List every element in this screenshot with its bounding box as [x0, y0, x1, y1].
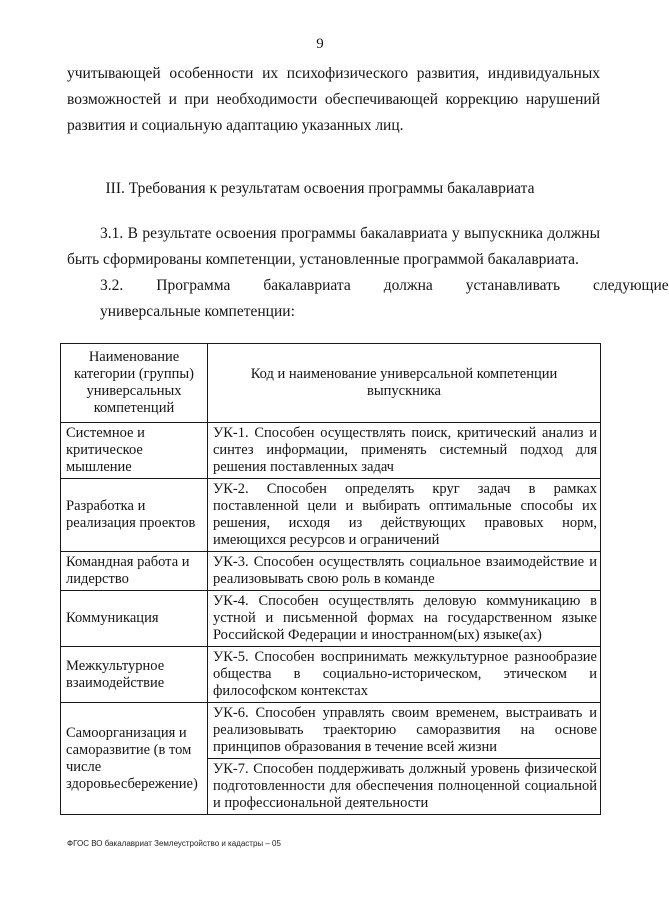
- competence-cell: УК-3. Способен осуществлять социальное взаимодействие и реализовывать свою роль в команде: [207, 552, 600, 591]
- word: следующие: [593, 277, 669, 294]
- table-row: [61, 591, 601, 647]
- table-row: [61, 552, 601, 591]
- header-code: Код и наименование универсальной компетенции выпускника: [207, 344, 600, 423]
- competence-cell: УК-6. Способен управлять своим временем, выстраивать и реализовывать траекторию саморазвития на основе принципов образования в течение всей жизни: [207, 703, 600, 759]
- competence-cell: УК-4. Способен осуществлять деловую коммуникацию в устной и письменной формах на государственном языке Российской Федерации и иностранном(ых) языке(ах): [207, 591, 600, 647]
- competence-cell: УК-5. Способен воспринимать межкультурное разнообразие общества в социально-историческом, этическом и философском контекстах: [207, 647, 600, 703]
- category-cell: Коммуникация: [61, 591, 208, 647]
- table-row: [61, 703, 601, 759]
- paragraph-3-2-line-1: [67, 273, 669, 299]
- word: Программа: [156, 277, 231, 294]
- word: устанавливать: [465, 277, 561, 294]
- table-header-row: [61, 344, 601, 423]
- competence-cell: УК-1. Способен осуществлять поиск, критический анализ и синтез информации, применять системный подход для решения поставленных задач: [207, 423, 600, 479]
- page-number: 9: [316, 36, 324, 52]
- table-row: [61, 423, 601, 479]
- section-heading: III. Требования к результатам освоения программы бакалавриата: [105, 180, 535, 197]
- category-cell: Системное и критическое мышление: [61, 423, 208, 479]
- competence-cell: УК-7. Способен поддерживать должный уровень физической подготовленности для обеспечения полноценной социальной и профессиональной деятельности: [207, 759, 600, 815]
- intro-paragraph: учитывающей особенности их психофизического развития, индивидуальных возможностей и при необходимости обеспечивающей коррекцию нарушений развития и социальную адаптацию указанных лиц.: [67, 65, 600, 134]
- competence-cell: УК-2. Способен определять круг задач в рамках поставленной цели и выбирать оптимальные способы их решения, исходя из действующих правовых норм, имеющихся ресурсов и ограничений: [207, 479, 600, 552]
- word: бакалавриата: [263, 277, 351, 294]
- category-cell: Разработка и реализация проектов: [61, 479, 208, 552]
- paragraph-3-2: [67, 273, 669, 325]
- table-row: [61, 647, 601, 703]
- word: должна: [383, 277, 433, 294]
- paragraph-3-2-line-2: универсальные компетенции:: [100, 303, 295, 320]
- footer-note: ФГОС ВО бакалавриат Землеустройство и кадастры – 05: [67, 839, 281, 848]
- word: 3.2.: [100, 277, 124, 294]
- header-category: Наименование категории (группы) универсальных компетенций: [61, 344, 208, 423]
- paragraph-3-1: 3.1. В результате освоения программы бакалавриата у выпускника должны быть сформированы компетенции, установленные программой бакалавриата.: [67, 225, 600, 268]
- category-cell: Межкультурное взаимодействие: [61, 647, 208, 703]
- category-cell: Самоорганизация и саморазвитие (в том числе здоровьесбережение): [61, 703, 208, 815]
- competence-table: [60, 343, 601, 815]
- table-row: [61, 479, 601, 552]
- category-cell: Командная работа и лидерство: [61, 552, 208, 591]
